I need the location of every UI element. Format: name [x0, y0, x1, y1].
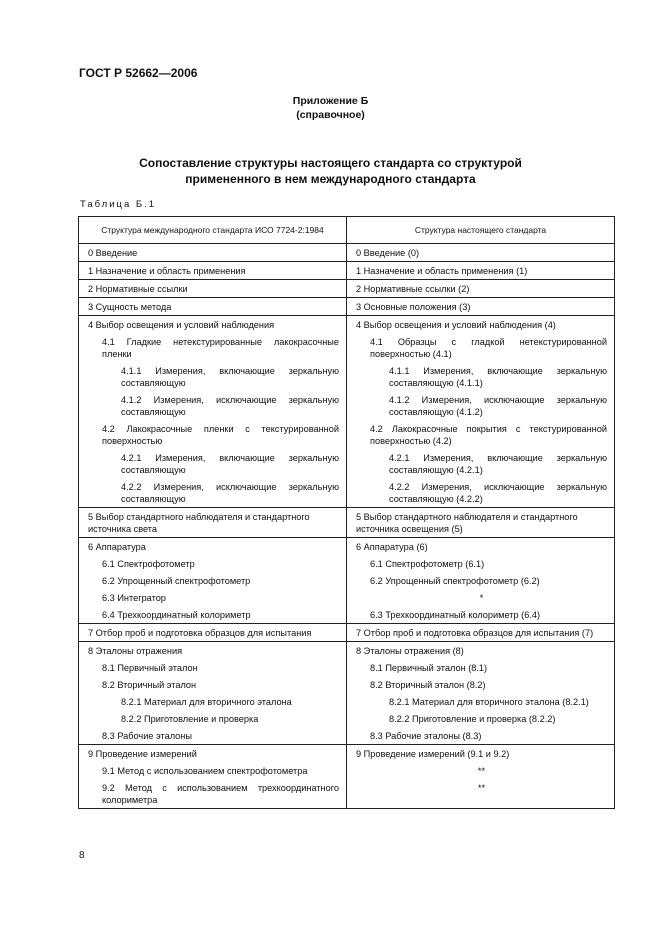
title-line-1: Сопоставление структуры настоящего стандарта со структурой [139, 156, 522, 170]
national-section-cell [347, 449, 615, 478]
iso-section-cell [79, 333, 347, 362]
national-section-cell [347, 642, 615, 660]
column-header-national: Структура настоящего стандарта [347, 217, 615, 244]
iso-section-cell [79, 362, 347, 391]
national-section-text: 8 Эталоны отражения (8) [356, 646, 464, 656]
iso-section-text: 8.2.2 Приготовление и проверка [121, 714, 259, 724]
national-section-cell [347, 316, 615, 334]
iso-section-text: 5 Выбор стандартного наблюдателя и стандартного источника света [88, 512, 310, 534]
table-row [79, 727, 615, 745]
national-section-text: 0 Введение (0) [356, 248, 420, 258]
national-section-cell [347, 589, 615, 606]
table-row [79, 642, 615, 660]
iso-section-cell [79, 762, 347, 779]
national-section-text: * [479, 593, 484, 603]
national-section-text: 6 Аппаратура (6) [356, 542, 428, 552]
national-section-cell [347, 572, 615, 589]
national-section-cell [347, 779, 615, 809]
national-section-text: ** [477, 766, 486, 776]
table-row [79, 391, 615, 420]
national-section-cell [347, 538, 615, 556]
national-section-cell [347, 280, 615, 298]
iso-section-cell [79, 316, 347, 334]
national-section-text: 8.2 Вторичный эталон (8.2) [370, 680, 486, 690]
national-section-text: 4.1 Образцы с гладкой нетекстурированной поверхностью (4.1) [370, 337, 607, 359]
table-row [79, 538, 615, 556]
iso-section-text: 4.2 Лакокрасочные пленки с текстурированной поверхностью [102, 424, 339, 446]
table-row [79, 589, 615, 606]
national-section-text: 4.1.1 Измерения, включающие зеркальную составляющую (4.1.1) [389, 366, 607, 388]
table-row [79, 779, 615, 809]
iso-section-text: 9 Проведение измерений [88, 749, 197, 759]
national-section-cell [347, 244, 615, 262]
national-section-text: 9 Проведение измерений (9.1 и 9.2) [356, 749, 510, 759]
national-section-text: 6.3 Трехкоординатный колориметр (6.4) [370, 610, 541, 620]
iso-section-text: 2 Нормативные ссылки [88, 284, 188, 294]
iso-section-cell [79, 262, 347, 280]
iso-section-text: 3 Сущность метода [88, 302, 172, 312]
national-section-cell [347, 555, 615, 572]
column-header-iso: Структура международного стандарта ИСО 7724-2:1984 [79, 217, 347, 244]
table-row [79, 244, 615, 262]
iso-section-text: 7 Отбор проб и подготовка образцов для испытания [88, 628, 312, 638]
national-section-text: 8.1 Первичный эталон (8.1) [370, 663, 488, 673]
iso-section-text: 6 Аппаратура [88, 542, 146, 552]
national-section-cell [347, 478, 615, 508]
table-row [79, 572, 615, 589]
iso-section-cell [79, 589, 347, 606]
table-row [79, 762, 615, 779]
national-section-text: 1 Назначение и область применения (1) [356, 266, 528, 276]
iso-section-text: 8.2 Вторичный эталон [102, 680, 197, 690]
national-section-cell [347, 362, 615, 391]
iso-section-text: 9.1 Метод с использованием спектрофотометра [102, 766, 308, 776]
national-section-text: 3 Основные положения (3) [356, 302, 471, 312]
iso-section-text: 8 Эталоны отражения [88, 646, 183, 656]
iso-section-cell [79, 606, 347, 624]
iso-section-text: 8.3 Рабочие эталоны [102, 731, 192, 741]
table-row [79, 362, 615, 391]
national-section-cell [347, 420, 615, 449]
page-title [0, 155, 661, 187]
table-row [79, 420, 615, 449]
table-row [79, 316, 615, 334]
iso-section-cell [79, 538, 347, 556]
national-section-text: 6.1 Спектрофотометр (6.1) [370, 559, 485, 569]
iso-section-text: 1 Назначение и область применения [88, 266, 246, 276]
table-row [79, 659, 615, 676]
national-section-cell [347, 333, 615, 362]
national-section-cell [347, 624, 615, 642]
national-section-text: 7 Отбор проб и подготовка образцов для испытания (7) [356, 628, 594, 638]
table-row [79, 298, 615, 316]
table-row [79, 262, 615, 280]
national-section-cell [347, 676, 615, 693]
table-header-row [79, 217, 615, 244]
iso-section-cell [79, 244, 347, 262]
national-section-text: 5 Выбор стандартного наблюдателя и стандартного источника освещения (5) [356, 512, 578, 534]
iso-section-cell [79, 572, 347, 589]
iso-section-text: 4.1.1 Измерения, включающие зеркальную составляющую [121, 366, 339, 388]
national-section-text: 2 Нормативные ссылки (2) [356, 284, 470, 294]
iso-section-text: 6.3 Интегратор [102, 593, 166, 603]
iso-section-text: 8.2.1 Материал для вторичного эталона [121, 697, 292, 707]
iso-section-text: 6.4 Трехкоординатный колориметр [102, 610, 251, 620]
national-section-cell [347, 762, 615, 779]
national-section-cell [347, 727, 615, 745]
annex-type: (справочное) [296, 109, 365, 121]
iso-section-text: 0 Введение [88, 248, 138, 258]
national-section-text: 4.2.1 Измерения, включающие зеркальную составляющую (4.2.1) [389, 453, 607, 475]
annex-heading [0, 94, 661, 122]
iso-section-cell [79, 478, 347, 508]
table-label: Таблица Б.1 [80, 199, 157, 210]
iso-section-text: 9.2 Метод с использованием трехкоординатного колориметра [102, 783, 339, 805]
national-section-cell [347, 710, 615, 727]
iso-section-cell [79, 659, 347, 676]
table-row [79, 333, 615, 362]
iso-section-cell [79, 391, 347, 420]
national-section-text: ** [477, 783, 486, 793]
table-row [79, 676, 615, 693]
table-row [79, 280, 615, 298]
iso-section-cell [79, 710, 347, 727]
iso-section-cell [79, 624, 347, 642]
iso-section-text: 4 Выбор освещения и условий наблюдения [88, 320, 275, 330]
iso-section-cell [79, 280, 347, 298]
iso-section-cell [79, 727, 347, 745]
national-section-text: 4.2 Лакокрасочные покрытия с текстурированной поверхностью (4.2) [370, 424, 607, 446]
national-section-cell [347, 508, 615, 538]
annex-title: Приложение Б [292, 95, 369, 107]
iso-section-cell [79, 298, 347, 316]
iso-section-cell [79, 676, 347, 693]
iso-section-text: 4.2.1 Измерения, включающие зеркальную составляющую [121, 453, 339, 475]
national-section-text: 8.2.1 Материал для вторичного эталона (8.2.1) [389, 697, 589, 707]
national-section-text: 6.2 Упрощенный спектрофотометр (6.2) [370, 576, 540, 586]
iso-section-cell [79, 745, 347, 763]
iso-section-text: 4.1.2 Измерения, исключающие зеркальную составляющую [121, 395, 339, 417]
iso-section-text: 4.2.2 Измерения, исключающие зеркальную составляющую [121, 482, 339, 504]
national-section-cell [347, 745, 615, 763]
national-section-text: 4.1.2 Измерения, исключающие зеркальную составляющую (4.1.2) [389, 395, 607, 417]
national-section-cell [347, 262, 615, 280]
title-line-2: примененного в нем международного стандарта [185, 172, 476, 186]
iso-section-cell [79, 420, 347, 449]
national-section-cell [347, 659, 615, 676]
iso-section-text: 6.1 Спектрофотометр [102, 559, 195, 569]
table-row [79, 693, 615, 710]
national-section-text: 4 Выбор освещения и условий наблюдения (4) [356, 320, 556, 330]
table-row [79, 624, 615, 642]
national-section-cell [347, 298, 615, 316]
iso-section-text: 8.1 Первичный эталон [102, 663, 198, 673]
table-row [79, 478, 615, 508]
table-body [79, 244, 615, 809]
iso-section-cell [79, 642, 347, 660]
table-row [79, 606, 615, 624]
table-row [79, 710, 615, 727]
page-number: 8 [79, 850, 85, 861]
table-row [79, 555, 615, 572]
table-row [79, 449, 615, 478]
iso-section-cell [79, 508, 347, 538]
comparison-table [78, 216, 615, 809]
iso-section-text: 6.2 Упрощенный спектрофотометр [102, 576, 251, 586]
document-code: ГОСТ Р 52662—2006 [79, 66, 198, 80]
iso-section-cell [79, 779, 347, 809]
national-section-cell [347, 693, 615, 710]
table-row [79, 745, 615, 763]
iso-section-cell [79, 555, 347, 572]
national-section-text: 8.3 Рабочие эталоны (8.3) [370, 731, 482, 741]
table-row [79, 508, 615, 538]
national-section-cell [347, 606, 615, 624]
national-section-text: 4.2.2 Измерения, исключающие зеркальную составляющую (4.2.2) [389, 482, 607, 504]
national-section-cell [347, 391, 615, 420]
national-section-text: 8.2.2 Приготовление и проверка (8.2.2) [389, 714, 556, 724]
iso-section-cell [79, 693, 347, 710]
iso-section-cell [79, 449, 347, 478]
iso-section-text: 4.1 Гладкие нетекстурированные лакокрасочные пленки [102, 337, 339, 359]
